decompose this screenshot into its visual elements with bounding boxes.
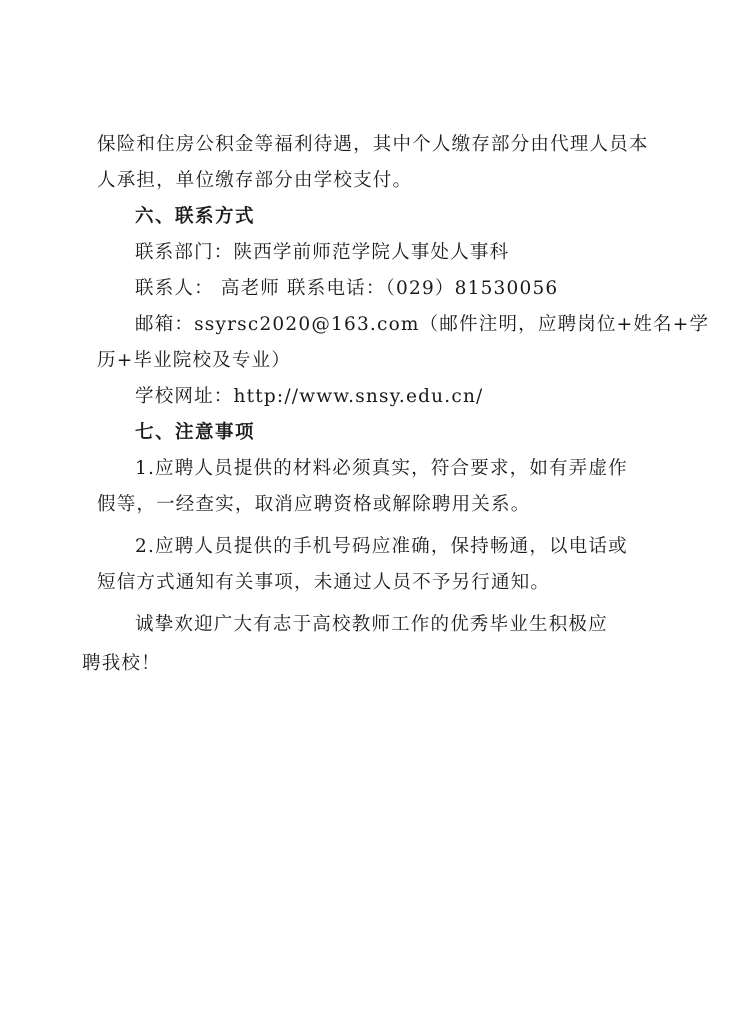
school-website: 学校网址：http://www.snsy.edu.cn/ [135,386,484,407]
note-item: 1.应聘人员提供的材料必须真实，符合要求，如有弄虚作 [135,458,628,479]
closing-paragraph-line: 聘我校！ [82,653,161,674]
note-item-continued: 假等，一经查实，取消应聘资格或解除聘用关系。 [97,494,531,515]
benefits-paragraph-line: 人承担，单位缴存部分由学校支付。 [97,170,413,191]
closing-paragraph-line: 诚挚欢迎广大有志于高校教师工作的优秀毕业生积极应 [135,614,608,635]
benefits-paragraph-line: 保险和住房公积金等福利待遇，其中个人缴存部分由代理人员本 [97,134,649,155]
section-heading-notes: 七、注意事项 [135,422,256,443]
section-heading-contact: 六、联系方式 [135,206,256,227]
note-item-continued: 短信方式通知有关事项，未通过人员不予另行通知。 [97,572,551,593]
contact-email: 邮箱：ssyrsc2020@163.com（邮件注明，应聘岗位+姓名+学 [135,314,710,335]
note-item: 2.应聘人员提供的手机号码应准确，保持畅通，以电话或 [135,536,628,557]
contact-email-continued: 历+毕业院校及专业） [97,350,292,371]
contact-department: 联系部门：陕西学前师范学院人事处人事科 [135,242,510,263]
contact-person-phone: 联系人： 高老师 联系电话：（029）81530056 [135,278,559,299]
